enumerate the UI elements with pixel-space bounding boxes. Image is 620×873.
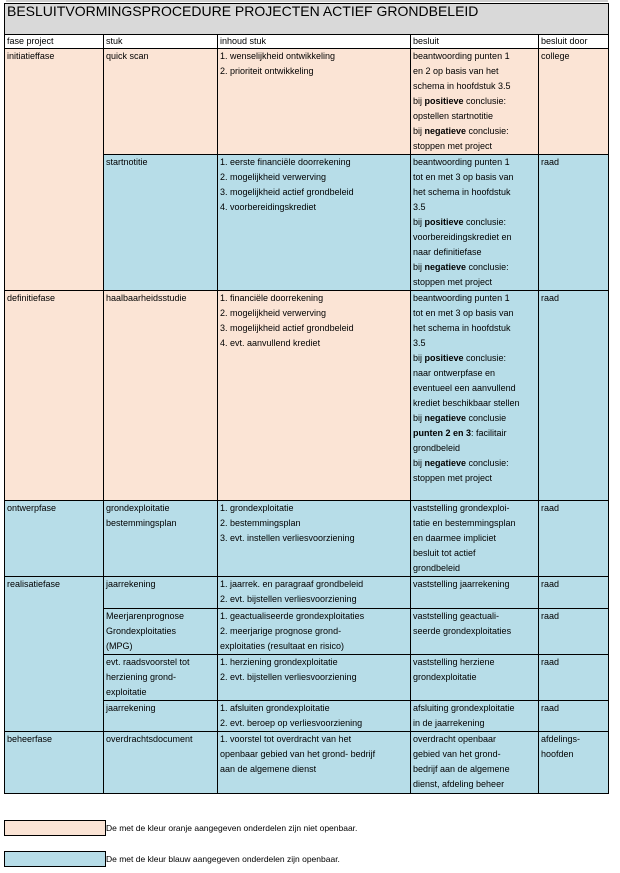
table-row [5,49,609,155]
stuk-haalbaarheid: haalbaarheidsstudie [104,291,218,501]
inhoud-startnotitie: 1. eerste financiële doorrekening 2. mogelijkheid verwerving 3. mogelijkheid actief grondbeleid 4. voorbereidingskrediet [218,155,411,291]
header-stuk: stuk [104,35,218,49]
besluit-startnotitie: beantwoording punten 1 tot en met 3 op basis van het schema in hoofdstuk 3.5 bij positieve conclusie: voorbereidingskrediet en naar definitiefase bij negatieve conclusie: stoppen met project [411,155,539,291]
table-row [5,732,609,794]
legend-swatch-blue [4,851,106,867]
table-row [5,291,609,501]
door-startnotitie: raad [539,155,609,291]
besluit-mpg: vaststelling geactuali- seerde grondexploitaties [411,609,539,655]
stuk-grondexploitatie: grondexploitatie bestemmingsplan [104,501,218,577]
besluit-jaarrekening: vaststelling jaarrekening [411,577,539,609]
stuk-jaarrekening-afsluiting: jaarrekening [104,701,218,732]
besluit-overdracht: overdracht openbaar gebied van het grond- bedrijf aan de algemene dienst, afdeling beheer [411,732,539,794]
door-quickscan: college [539,49,609,155]
legend-text-blue: De met de kleur blauw aangegeven onderdelen zijn openbaar. [106,854,340,864]
phase-realisatie: realisatiefase [5,577,104,732]
phase-definitie: definitiefase [5,291,104,501]
phase-beheer: beheerfase [5,732,104,794]
door-jaarrekening-afsluiting: raad [539,701,609,732]
header-row [5,35,609,49]
besluit-haalbaarheid: beantwoording punten 1 tot en met 3 op basis van het schema in hoofdstuk 3.5 bij positieve conclusie: naar ontwerpfase en eventueel een aanvullend krediet beschikbaar stellen bij negatieve conclusie punten 2 en 3: facilitair grondbeleid bij negatieve conclusie: stoppen met project [411,291,539,501]
stuk-mpg: Meerjarenprognose Grondexploitaties (MPG) [104,609,218,655]
inhoud-raadsvoorstel: 1. herziening grondexploitatie 2. evt. bijstellen verliesvoorziening [218,655,411,701]
stuk-jaarrekening: jaarrekening [104,577,218,609]
door-mpg: raad [539,609,609,655]
inhoud-haalbaarheid: 1. financiële doorrekening 2. mogelijkheid verwerving 3. mogelijkheid actief grondbeleid 4. evt. aanvullend krediet [218,291,411,501]
door-grondexploitatie: raad [539,501,609,577]
cropped-top-edge [6,0,608,2]
door-overdracht: afdelings- hoofden [539,732,609,794]
procedure-table [4,3,609,794]
besluit-jaarrekening-afsluiting: afsluiting grondexploitatie in de jaarrekening [411,701,539,732]
inhoud-jaarrekening: 1. jaarrek. en paragraaf grondbeleid 2. evt. bijstellen verliesvoorziening [218,577,411,609]
phase-initiatief: initiatieffase [5,49,104,291]
besluit-raadsvoorstel: vaststelling herziene grondexploitatie [411,655,539,701]
stuk-overdracht: overdrachtsdocument [104,732,218,794]
stuk-startnotitie: startnotitie [104,155,218,291]
inhoud-quickscan: 1. wenselijkheid ontwikkeling 2. prioriteit ontwikkeling [218,49,411,155]
legend-swatch-orange [4,820,106,836]
inhoud-jaarrekening-afsluiting: 1. afsluiten grondexploitatie 2. evt. beroep op verliesvoorziening [218,701,411,732]
phase-ontwerp: ontwerpfase [5,501,104,577]
table-row [5,501,609,577]
door-jaarrekening: raad [539,577,609,609]
header-besluit-door: besluit door [539,35,609,49]
stuk-raadsvoorstel: evt. raadsvoorstel tot herziening grond- exploitatie [104,655,218,701]
inhoud-mpg: 1. geactualiseerde grondexploitaties 2. meerjarige prognose grond- exploitaties (resultaat en risico) [218,609,411,655]
besluit-quickscan: beantwoording punten 1 en 2 op basis van het schema in hoofdstuk 3.5 bij positieve conclusie: opstellen startnotitie bij negatieve conclusie: stoppen met project [411,49,539,155]
header-fase: fase project [5,35,104,49]
inhoud-grondexploitatie: 1. grondexploitatie 2. bestemmingsplan 3. evt. instellen verliesvoorziening [218,501,411,577]
header-besluit: besluit [411,35,539,49]
besluit-grondexploitatie: vaststelling grondexploi- tatie en bestemmingsplan en daarmee impliciet besluit tot actief grondbeleid [411,501,539,577]
inhoud-overdracht: 1. voorstel tot overdracht van het openbaar gebied van het grond- bedrijf aan de algemene dienst [218,732,411,794]
header-inhoud: inhoud stuk [218,35,411,49]
door-raadsvoorstel: raad [539,655,609,701]
stuk-quickscan: quick scan [104,49,218,155]
table-title: BESLUITVORMINGSPROCEDURE PROJECTEN ACTIEF GRONDBELEID [5,4,609,35]
door-haalbaarheid: raad [539,291,609,501]
table-row [5,577,609,609]
legend-text-orange: De met de kleur oranje aangegeven onderdelen zijn niet openbaar. [106,823,358,833]
